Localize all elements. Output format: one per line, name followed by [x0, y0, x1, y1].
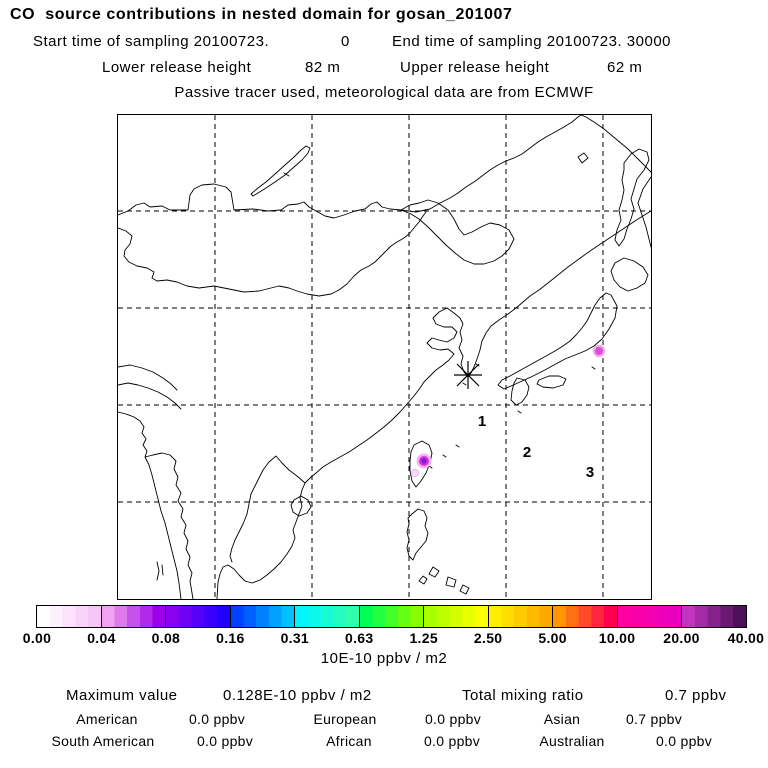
colorbar-tick-label: 0.63 — [345, 630, 374, 646]
region-number-3: 3 — [585, 464, 595, 481]
colorbar-tick-label: 10.00 — [598, 630, 636, 646]
upper-release-label: Upper release height — [400, 59, 550, 76]
coastlines — [118, 115, 651, 599]
lower-release-value: 82 m — [305, 59, 341, 76]
total-mixing-ratio-value: 0.7 ppbv — [665, 687, 727, 704]
colorbar-segment — [231, 606, 296, 627]
station-marker-icon — [454, 361, 482, 389]
map-frame — [117, 114, 652, 600]
colorbar-segment — [102, 606, 167, 627]
region-name-european: European — [313, 711, 377, 727]
lower-release-label: Lower release height — [102, 59, 252, 76]
colorbar-segment — [682, 606, 746, 627]
hotspots — [411, 345, 605, 477]
region-value-south-american: 0.0 ppbv — [196, 733, 254, 749]
map-svg — [118, 115, 651, 599]
colorbar-segment — [295, 606, 360, 627]
colorbar-segment — [489, 606, 554, 627]
colorbar-tick-label: 0.04 — [87, 630, 116, 646]
colorbar — [36, 605, 747, 628]
region-name-asian: Asian — [543, 711, 581, 727]
region-value-american: 0.0 ppbv — [188, 711, 246, 727]
colorbar-segment — [360, 606, 425, 627]
colorbar-tick-label: 0.31 — [280, 630, 310, 646]
colorbar-tick-label: 2.50 — [473, 630, 503, 646]
colorbar-segment — [166, 606, 231, 627]
colorbar-segment — [618, 606, 683, 627]
tracer-info-line: Passive tracer used, meteorological data are from ECMWF — [174, 84, 594, 101]
upper-release-value: 62 m — [607, 59, 643, 76]
region-number-2: 2 — [522, 444, 532, 461]
colorbar-segment — [553, 606, 618, 627]
start-time-value: 0 — [341, 33, 350, 50]
start-time-label: Start time of sampling 20100723. — [33, 33, 270, 50]
colorbar-tick-label: 1.25 — [409, 630, 438, 646]
colorbar-tick-label: 0.08 — [151, 630, 181, 646]
region-value-asian: 0.7 ppbv — [625, 711, 683, 727]
colorbar-units-label: 10E-10 ppbv / m2 — [320, 650, 448, 667]
page-title: CO source contributions in nested domain for gosan_201007 — [10, 6, 513, 23]
end-time-label: End time of sampling 20100723. 30000 — [392, 33, 672, 50]
region-value-australian: 0.0 ppbv — [655, 733, 713, 749]
max-value: 0.128E-10 ppbv / m2 — [223, 687, 372, 704]
region-name-south-american: South American — [51, 733, 155, 749]
hotspot-honshu-tokyo-area — [595, 347, 603, 355]
region-name-african: African — [326, 733, 372, 749]
colorbar-tick-label: 40.00 — [727, 630, 765, 646]
region-value-african: 0.0 ppbv — [423, 733, 481, 749]
colorbar-tick-label: 20.00 — [663, 630, 700, 646]
max-value-label: Maximum value — [66, 687, 178, 704]
region-name-american: American — [76, 711, 138, 727]
hotspot-taiwan-south — [412, 470, 418, 476]
region-value-european: 0.0 ppbv — [424, 711, 482, 727]
colorbar-tick-label: 0.00 — [22, 630, 52, 646]
total-mixing-ratio-label: Total mixing ratio — [462, 687, 584, 704]
colorbar-segment — [424, 606, 489, 627]
colorbar-segment — [37, 606, 102, 627]
region-number-1: 1 — [477, 413, 487, 430]
colorbar-tick-label: 0.16 — [216, 630, 245, 646]
colorbar-tick-label: 5.00 — [538, 630, 567, 646]
hotspot-taiwan-north — [421, 458, 426, 463]
region-name-australian: Australian — [539, 733, 605, 749]
